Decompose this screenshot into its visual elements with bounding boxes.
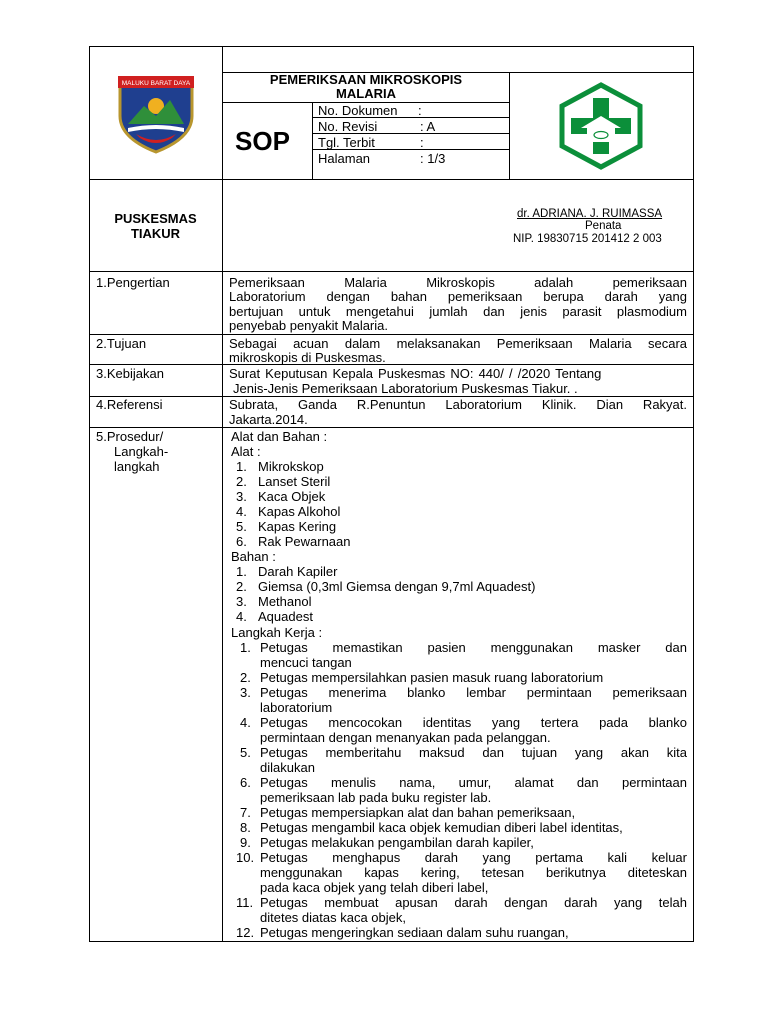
alat-heading: Alat : <box>231 444 261 459</box>
bahan-item: Darah Kapiler <box>258 564 338 579</box>
sop-divider <box>312 102 313 180</box>
langkah-number: 11. <box>236 895 254 910</box>
langkah-number: 1. <box>240 640 251 655</box>
tujuan-line: mikroskopis di Puskesmas. <box>229 350 386 365</box>
langkah-item-line: Petugas mempersiapkan alat dan bahan pemeriksaan, <box>260 805 576 820</box>
langkah-item-line: Petugas mencocokan identitas yang tertera pada blanko <box>260 715 687 730</box>
langkah-item-line: Petugas menerima blanko lembar permintaan pemeriksaan <box>260 685 687 700</box>
alat-number: 5. <box>236 519 247 534</box>
langkah-number: 7. <box>240 805 251 820</box>
langkah-item-line: pemeriksaan lab pada buku register lab. <box>260 790 492 805</box>
kebijakan-line: Surat Keputusan Kepala Puskesmas NO: 440/ / /2020 Tentang <box>229 366 602 381</box>
tujuan-label: 2.Tujuan <box>96 336 147 351</box>
signer-title: Penata <box>585 220 622 232</box>
organization-name <box>89 211 222 241</box>
langkah-item-line: permintaan dengan menanyakan pada pelanggan. <box>260 730 551 745</box>
langkah-item-line: laboratorium <box>260 700 333 715</box>
title-line-1: PEMERIKSAAN MIKROSKOPIS <box>269 72 463 87</box>
referensi-line: Subrata, Ganda R.Penuntun Laboratorium Klinik. Dian Rakyat. <box>229 397 687 412</box>
langkah-item-line: Petugas memberitahu maksud dan tujuan yang akan kita <box>260 745 687 760</box>
langkah-item-line: Petugas membuat apusan darah dengan darah yang telah <box>260 895 687 910</box>
page-label: Halaman <box>318 151 371 166</box>
langkah-heading: Langkah Kerja : <box>231 625 323 640</box>
langkah-item-line: Petugas memastikan pasien menggunakan masker dan <box>260 640 687 655</box>
langkah-item-line: ditetes diatas kaca objek, <box>260 910 406 925</box>
issue-date-value: : <box>420 135 424 150</box>
doc-number-label: No. Dokumen <box>318 103 398 118</box>
langkah-number: 3. <box>240 685 251 700</box>
doc-number-value: : <box>418 103 422 118</box>
kebijakan-line: Jenis-Jenis Pemeriksaan Laboratorium Puskesmas Tiakur. . <box>233 381 578 396</box>
pengertian-line: Pemeriksaan Malaria Mikroskopis adalah pemeriksaan <box>229 275 687 290</box>
prosedur-label: langkah <box>114 459 160 474</box>
bahan-item: Methanol <box>258 594 312 609</box>
alat-number: 3. <box>236 489 247 504</box>
langkah-item-line: Petugas menghapus darah yang pertama kali keluar <box>260 850 687 865</box>
langkah-item-line: Petugas mempersilahkan pasien masuk ruang laboratorium <box>260 670 604 685</box>
langkah-number: 12. <box>236 925 255 940</box>
langkah-number: 2. <box>240 670 251 685</box>
bahan-number: 3. <box>236 594 247 609</box>
row-divider-5 <box>89 427 694 428</box>
langkah-item-line: Petugas melakukan pengambilan darah kapiler, <box>260 835 534 850</box>
prosedur-label: 5.Prosedur/ <box>96 429 164 444</box>
langkah-number: 8. <box>240 820 251 835</box>
organization-line-2: TIAKUR <box>130 226 181 241</box>
revision-label: No. Revisi <box>318 119 378 134</box>
langkah-item-line: Petugas mengambil kaca objek kemudian diberi label identitas, <box>260 820 623 835</box>
prosedur-label: Langkah- <box>114 444 169 459</box>
pengertian-line: penyebab penyakit Malaria. <box>229 318 388 333</box>
header-bottom-divider <box>89 179 694 180</box>
bahan-heading: Bahan : <box>231 549 276 564</box>
alat-bahan-heading: Alat dan Bahan : <box>231 429 328 444</box>
bahan-item: Giemsa (0,3ml Giemsa dengan 9,7ml Aquadest) <box>258 579 536 594</box>
issue-date-label: Tgl. Terbit <box>318 135 375 150</box>
page-value: : 1/3 <box>420 151 446 166</box>
referensi-line: Jakarta.2014. <box>229 412 308 427</box>
langkah-number: 6. <box>240 775 251 790</box>
pengertian-line: Laboratorium dengan bahan pemeriksaan berupa darah yang <box>229 289 687 304</box>
langkah-item-line: pada kaca objek yang telah diberi label, <box>260 880 489 895</box>
title-line-2: MALARIA <box>336 86 396 101</box>
bahan-item: Aquadest <box>258 609 313 624</box>
alat-number: 4. <box>236 504 247 519</box>
alat-number: 1. <box>236 459 247 474</box>
sop-label: SOP <box>235 126 290 156</box>
alat-item: Rak Pewarnaan <box>258 534 351 549</box>
emblem-banner-text: MALUKU BARAT DAYA <box>121 80 191 87</box>
row-divider-3 <box>89 364 694 365</box>
alat-item: Mikrokskop <box>258 459 324 474</box>
document-title <box>222 73 510 101</box>
revision-value: : A <box>420 119 436 134</box>
alat-item: Kaca Objek <box>258 489 326 504</box>
langkah-number: 4. <box>240 715 251 730</box>
organization-line-1: PUSKESMAS <box>114 211 197 226</box>
langkah-number: 9. <box>240 835 251 850</box>
referensi-label: 4.Referensi <box>96 397 163 412</box>
alat-number: 2. <box>236 474 247 489</box>
column-divider <box>222 46 223 942</box>
tujuan-line: Sebagai acuan dalam melaksanakan Pemeriksaan Malaria secara <box>229 336 687 351</box>
puskesmas-logo <box>555 82 647 170</box>
alat-number: 6. <box>236 534 247 549</box>
langkah-item-line: Petugas mengeringkan sediaan dalam suhu ruangan, <box>260 925 569 940</box>
pengertian-label: 1.Pengertian <box>96 275 170 290</box>
langkah-item-line: dilakukan <box>260 760 315 775</box>
signer-nip: NIP. 19830715 201412 2 003 <box>513 233 662 245</box>
row-divider-1 <box>89 271 694 272</box>
alat-item: Kapas Kering <box>258 519 337 534</box>
alat-item: Lanset Steril <box>258 474 331 489</box>
langkah-number: 5. <box>240 745 251 760</box>
langkah-number: 10. <box>236 850 255 865</box>
langkah-item-line: mencuci tangan <box>260 655 352 670</box>
district-emblem-logo <box>114 72 198 154</box>
row-divider-2 <box>89 334 694 335</box>
langkah-item-line: Petugas menulis nama, umur, alamat dan permintaan <box>260 775 687 790</box>
bahan-number: 2. <box>236 579 247 594</box>
pengertian-line: bertujuan untuk mengetahui jumlah dan jenis parasit plasmodium <box>229 304 687 319</box>
langkah-item-line: menggunakan kapas kering, tetesan berikutnya diteteskan <box>260 865 687 880</box>
kebijakan-label: 3.Kebijakan <box>96 366 164 381</box>
alat-item: Kapas Alkohol <box>258 504 341 519</box>
bahan-number: 1. <box>236 564 247 579</box>
signer-name: dr. ADRIANA. J. RUIMASSA <box>517 208 663 220</box>
bahan-number: 4. <box>236 609 247 624</box>
